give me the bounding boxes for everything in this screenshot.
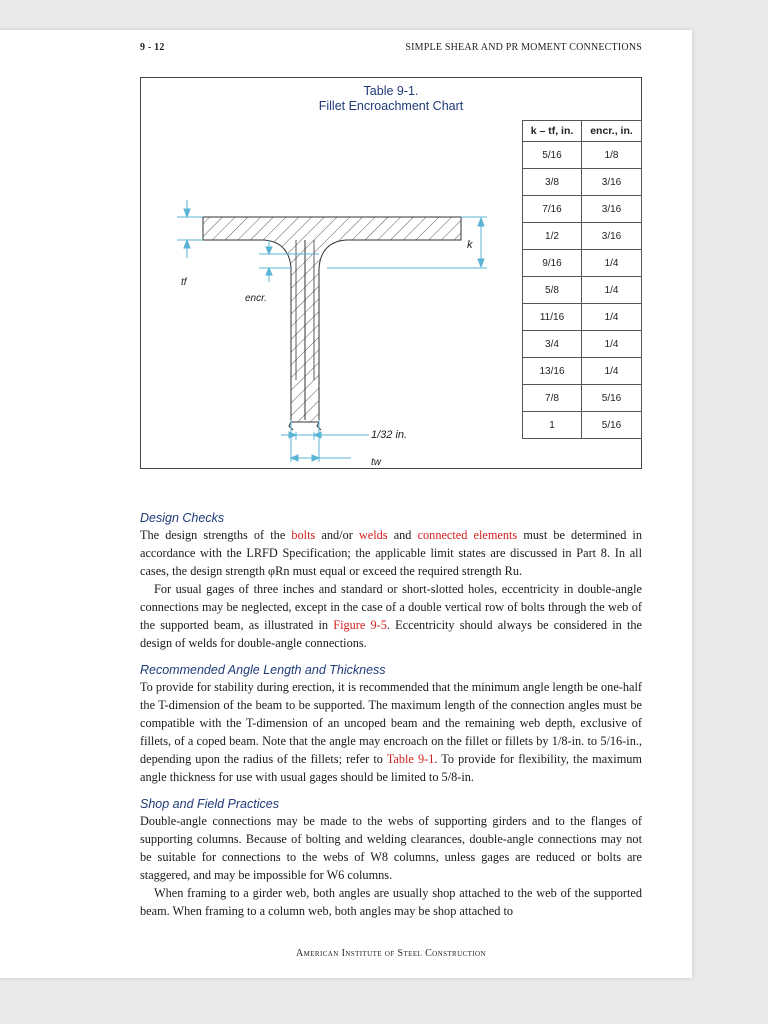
table-row bbox=[523, 277, 642, 304]
table-row bbox=[523, 412, 642, 439]
encr-cell: 1/4 bbox=[582, 304, 642, 331]
table-number: Table 9-1. bbox=[363, 84, 419, 98]
encr-cell: 1/4 bbox=[582, 250, 642, 277]
text-run: must be determined in accordance with the LRFD Specification; the applicable limit states are discussed in Part 8. In all cases, the design strength φRn must equal or exceed the required strength Ru. bbox=[140, 528, 642, 578]
page-number: 9 - 12 bbox=[140, 42, 165, 53]
k-tf-cell: 7/8 bbox=[523, 385, 582, 412]
k-tf-cell: 7/16 bbox=[523, 196, 582, 223]
encr-cell: 3/16 bbox=[582, 223, 642, 250]
k-label: k bbox=[467, 239, 473, 251]
page-footer: American Institute of Steel Construction bbox=[296, 948, 486, 959]
tf-dimension bbox=[177, 200, 203, 258]
k-tf-cell: 3/8 bbox=[523, 169, 582, 196]
encr-cell: 5/16 bbox=[582, 385, 642, 412]
table-row bbox=[523, 196, 642, 223]
tee-section bbox=[203, 217, 461, 422]
column-header-encr: encr., in. bbox=[582, 121, 642, 142]
fillet-encroachment-table bbox=[522, 120, 642, 439]
text-run: . Eccentricity should always be considered in the design of welds for double-angle connections. bbox=[140, 618, 642, 650]
chapter-title: SIMPLE SHEAR AND PR MOMENT CONNECTIONS bbox=[405, 42, 642, 53]
tw-dimension bbox=[291, 442, 351, 462]
tw-label: tw bbox=[371, 457, 381, 468]
text-run: The design strengths of the bbox=[140, 528, 292, 542]
text-run: To provide for stability during erection, it is recommended that the minimum angle length be one-half the T-dimension of the beam to be supported. The maximum length of the connection angles must be compatible with the T-dimension of an uncoped beam and the remaining web depth, exclusive of fillets, of a coped beam. Note that the angle may encroach on the fillet or fillets by 1/8-in. to 5/16-in., depending upon the radius of the fillets; refer to bbox=[140, 680, 642, 766]
k-tf-cell: 9/16 bbox=[523, 250, 582, 277]
paragraph-double-angle: Double-angle connections may be made to the webs of supporting girders and to the flanges of supporting columns. Because of bolting and welding clearances, double-angle connections may not be suitable for connections to the webs of W8 columns, unless gages are reduced or bolts are staggered, and may be impossible for W6 columns. bbox=[140, 814, 642, 882]
fillet-encroachment-diagram bbox=[141, 120, 521, 468]
table-9-1-box bbox=[140, 77, 642, 469]
paragraph-angle-length bbox=[140, 678, 642, 786]
table-row bbox=[523, 358, 642, 385]
table-row bbox=[523, 223, 642, 250]
text-run: and/or bbox=[315, 528, 359, 542]
link-bolts[interactable]: bolts bbox=[291, 528, 316, 542]
text-run: and bbox=[387, 528, 418, 542]
column-header-k-tf: k – tf, in. bbox=[523, 121, 582, 142]
table-row bbox=[523, 304, 642, 331]
encr-cell: 5/16 bbox=[582, 412, 642, 439]
encr-cell: 1/4 bbox=[582, 331, 642, 358]
body-text bbox=[140, 510, 642, 920]
paragraph-design-strengths bbox=[140, 526, 642, 580]
link-figure-9-5[interactable]: Figure 9-5 bbox=[333, 618, 387, 632]
encr-cell: 3/16 bbox=[582, 196, 642, 223]
link-connected-elements[interactable]: connected elements bbox=[417, 528, 518, 542]
table-title bbox=[141, 84, 641, 114]
paragraph-girder-web: When framing to a girder web, both angles are usually shop attached to the web of the supported beam. When framing to a column web, both angles may be shop attached to bbox=[140, 886, 642, 918]
link-table-9-1[interactable]: Table 9-1 bbox=[386, 752, 435, 766]
encr-label: encr. bbox=[245, 293, 267, 304]
k-tf-cell: 5/16 bbox=[523, 142, 582, 169]
tf-label: tf bbox=[181, 277, 187, 288]
text-run: . To provide for flexibility, the maximum angle thickness for use with usual gages should be limited to 5/8-in. bbox=[140, 752, 642, 784]
k-tf-cell: 3/4 bbox=[523, 331, 582, 358]
encr-cell: 1/4 bbox=[582, 277, 642, 304]
heading-shop-field: Shop and Field Practices bbox=[140, 797, 279, 811]
link-welds[interactable]: welds bbox=[358, 528, 388, 542]
heading-design-checks: Design Checks bbox=[140, 511, 225, 525]
k-tf-cell: 1 bbox=[523, 412, 582, 439]
gap-label: 1/32 in. bbox=[371, 429, 408, 441]
table-row bbox=[523, 142, 642, 169]
table-row bbox=[523, 331, 642, 358]
encr-cell: 1/8 bbox=[582, 142, 642, 169]
gap-dimension bbox=[281, 420, 369, 442]
document-page bbox=[0, 30, 692, 978]
table-caption: Fillet Encroachment Chart bbox=[318, 99, 464, 113]
paragraph-eccentricity bbox=[140, 580, 642, 652]
table-row bbox=[523, 385, 642, 412]
table-row bbox=[523, 250, 642, 277]
k-tf-cell: 11/16 bbox=[523, 304, 582, 331]
encr-cell: 1/4 bbox=[582, 358, 642, 385]
k-tf-cell: 5/8 bbox=[523, 277, 582, 304]
heading-angle-length: Recommended Angle Length and Thickness bbox=[140, 663, 386, 677]
table-header-row bbox=[523, 121, 642, 142]
encr-cell: 3/16 bbox=[582, 169, 642, 196]
k-tf-cell: 1/2 bbox=[523, 223, 582, 250]
table-row bbox=[523, 169, 642, 196]
k-tf-cell: 13/16 bbox=[523, 358, 582, 385]
text-run: For usual gages of three inches and standard or short-slotted holes, eccentricity in double-angle connections may be neglected, except in the case of a double vertical row of bolts through the web of the supported beam, as illustrated in bbox=[140, 582, 642, 632]
